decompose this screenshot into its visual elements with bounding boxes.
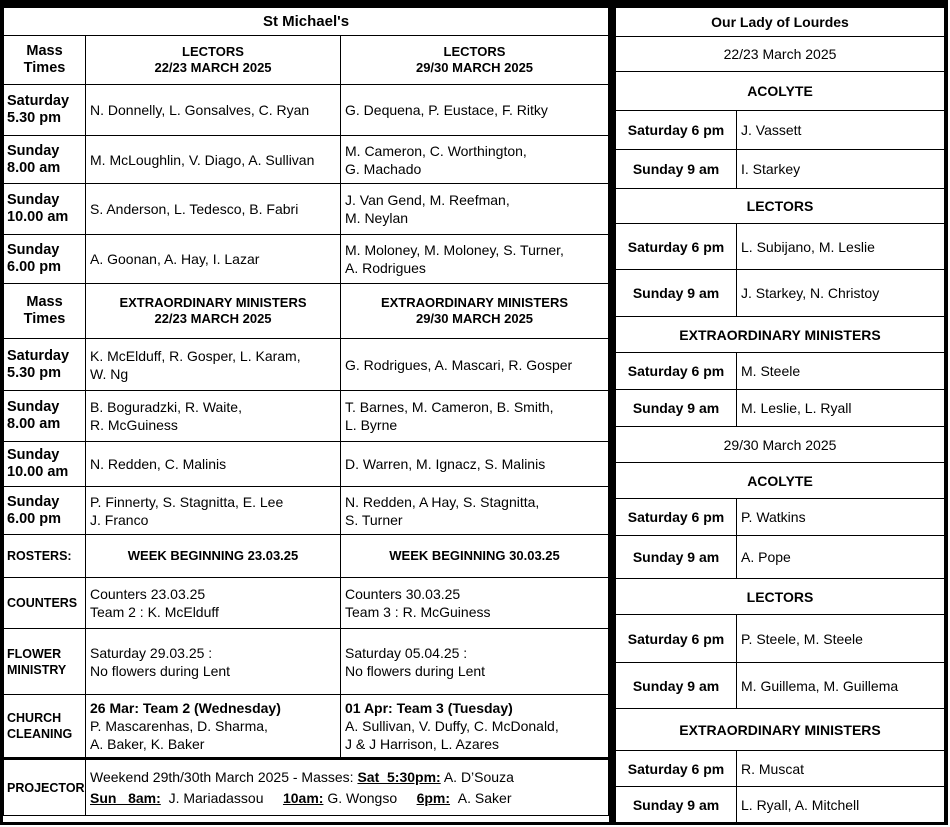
flower-week2: Saturday 05.04.25 : No flowers during Lent	[341, 629, 609, 695]
em-week1-cell: B. Boguradzki, R. Waite, R. McGuiness	[86, 391, 341, 442]
projector-sun6-name: A. Saker	[457, 789, 512, 806]
projector-sun10-name: G. Wongso	[327, 789, 398, 806]
mass-time: Sunday 10.00 am	[4, 184, 86, 235]
mass-time: Sunday 9 am	[616, 150, 737, 189]
em-week2-cell: T. Barnes, M. Cameron, B. Smith, L. Byrne	[341, 391, 609, 442]
rosters-week2: WEEK BEGINNING 30.03.25	[341, 535, 609, 578]
roster-names: M. Steele	[737, 353, 945, 390]
cleaning-week1-title: 26 Mar: Team 2 (Wednesday)	[90, 700, 281, 716]
week-date: 22/23 March 2025	[616, 37, 945, 72]
counters-week1: Counters 23.03.25 Team 2 : K. McElduff	[86, 578, 341, 629]
mass-time: Saturday 6 pm	[616, 615, 737, 663]
lectors-week1-cell: S. Anderson, L. Tedesco, B. Fabri	[86, 184, 341, 235]
lourdes-roster	[612, 4, 948, 825]
week-date: 29/30 March 2025	[616, 427, 945, 463]
roster-names: M. Leslie, L. Ryall	[737, 390, 945, 427]
projector-sat-label: Sat 5:30pm:	[357, 768, 441, 785]
em-week2-cell: D. Warren, M. Ignacz, S. Malinis	[341, 442, 609, 487]
roster-names: L. Subijano, M. Leslie	[737, 224, 945, 270]
cleaning-week2-title: 01 Apr: Team 3 (Tuesday)	[345, 700, 513, 716]
projector-label: PROJECTOR	[4, 759, 86, 816]
em-header-week2: EXTRAORDINARY MINISTERS 29/30 MARCH 2025	[341, 284, 609, 339]
roster-names: I. Starkey	[737, 150, 945, 189]
projector-sun10-label: 10am:	[282, 789, 324, 806]
mass-time: Saturday 5.30 pm	[4, 85, 86, 136]
mass-time: Saturday 6 pm	[616, 111, 737, 150]
cleaning-week2	[341, 695, 609, 759]
lectors-header-week2: LECTORS 29/30 MARCH 2025	[341, 36, 609, 85]
lourdes-title: Our Lady of Lourdes	[616, 8, 945, 37]
roster-names: R. Muscat	[737, 751, 945, 787]
em-header-week1: EXTRAORDINARY MINISTERS 22/23 MARCH 2025	[86, 284, 341, 339]
projector-sun8-name: J. Mariadassou	[168, 789, 264, 806]
section-title: EXTRAORDINARY MINISTERS	[616, 709, 945, 751]
roster-names: J. Vassett	[737, 111, 945, 150]
st-michaels-roster	[0, 4, 612, 825]
flower-ministry-label: FLOWER MINISTRY	[4, 629, 86, 695]
section-title: ACOLYTE	[616, 463, 945, 499]
em-week1-cell: K. McElduff, R. Gosper, L. Karam, W. Ng	[86, 339, 341, 391]
cleaning-week2-names: A. Sullivan, V. Duffy, C. McDonald, J & J Harrison, L. Azares	[345, 718, 559, 752]
lectors-week1-cell: N. Donnelly, L. Gonsalves, C. Ryan	[86, 85, 341, 136]
roster-names: L. Ryall, A. Mitchell	[737, 787, 945, 823]
mass-times-label: Mass Times	[4, 36, 86, 85]
mass-time: Saturday 5.30 pm	[4, 339, 86, 391]
lectors-week2-cell: G. Dequena, P. Eustace, F. Ritky	[341, 85, 609, 136]
lectors-header-week1: LECTORS 22/23 MARCH 2025	[86, 36, 341, 85]
em-week1-cell: N. Redden, C. Malinis	[86, 442, 341, 487]
counters-label: COUNTERS	[4, 578, 86, 629]
mass-time: Sunday 9 am	[616, 270, 737, 317]
lectors-week1-cell: M. McLoughlin, V. Diago, A. Sullivan	[86, 136, 341, 184]
mass-time: Saturday 6 pm	[616, 751, 737, 787]
mass-time: Sunday 8.00 am	[4, 391, 86, 442]
projector-sat-name: A. D’Souza	[443, 768, 514, 785]
mass-time: Saturday 6 pm	[616, 353, 737, 390]
roster-names: M. Guillema, M. Guillema	[737, 663, 945, 709]
roster-names: A. Pope	[737, 536, 945, 579]
roster-names: J. Starkey, N. Christoy	[737, 270, 945, 317]
mass-time: Sunday 8.00 am	[4, 136, 86, 184]
projector-sun6-label: 6pm:	[416, 789, 451, 806]
church-cleaning-label: CHURCH CLEANING	[4, 695, 86, 759]
roster-names: P. Steele, M. Steele	[737, 615, 945, 663]
cleaning-week1	[86, 695, 341, 759]
rosters-label: ROSTERS:	[4, 535, 86, 578]
lectors-week2-cell: M. Cameron, C. Worthington, G. Machado	[341, 136, 609, 184]
section-title: ACOLYTE	[616, 72, 945, 111]
lectors-week2-cell: J. Van Gend, M. Reefman, M. Neylan	[341, 184, 609, 235]
projector-sun8-label: Sun 8am:	[90, 789, 161, 806]
em-week1-cell: P. Finnerty, S. Stagnitta, E. Lee J. Franco	[86, 487, 341, 535]
flower-week1: Saturday 29.03.25 : No flowers during Lent	[86, 629, 341, 695]
roster-names: P. Watkins	[737, 499, 945, 536]
em-week2-cell: G. Rodrigues, A. Mascari, R. Gosper	[341, 339, 609, 391]
mass-time: Sunday 9 am	[616, 536, 737, 579]
st-michaels-title: St Michael's	[4, 8, 609, 36]
em-week2-cell: N. Redden, A Hay, S. Stagnitta, S. Turner	[341, 487, 609, 535]
mass-times-label: Mass Times	[4, 284, 86, 339]
section-title: EXTRAORDINARY MINISTERS	[616, 317, 945, 353]
mass-time: Sunday 9 am	[616, 787, 737, 823]
projector-intro: Weekend 29th/30th March 2025 - Masses:	[90, 768, 358, 785]
section-title: LECTORS	[616, 189, 945, 224]
rosters-week1: WEEK BEGINNING 23.03.25	[86, 535, 341, 578]
cleaning-week1-names: P. Mascarenhas, D. Sharma, A. Baker, K. Baker	[90, 718, 268, 752]
lectors-week2-cell: M. Moloney, M. Moloney, S. Turner, A. Rodrigues	[341, 235, 609, 284]
mass-time: Sunday 10.00 am	[4, 442, 86, 487]
section-title: LECTORS	[616, 579, 945, 615]
mass-time: Saturday 6 pm	[616, 499, 737, 536]
projector-details	[86, 759, 609, 816]
counters-week2: Counters 30.03.25 Team 3 : R. McGuiness	[341, 578, 609, 629]
mass-time: Saturday 6 pm	[616, 224, 737, 270]
mass-time: Sunday 6.00 pm	[4, 235, 86, 284]
mass-time: Sunday 6.00 pm	[4, 487, 86, 535]
mass-time: Sunday 9 am	[616, 390, 737, 427]
lectors-week1-cell: A. Goonan, A. Hay, I. Lazar	[86, 235, 341, 284]
mass-time: Sunday 9 am	[616, 663, 737, 709]
